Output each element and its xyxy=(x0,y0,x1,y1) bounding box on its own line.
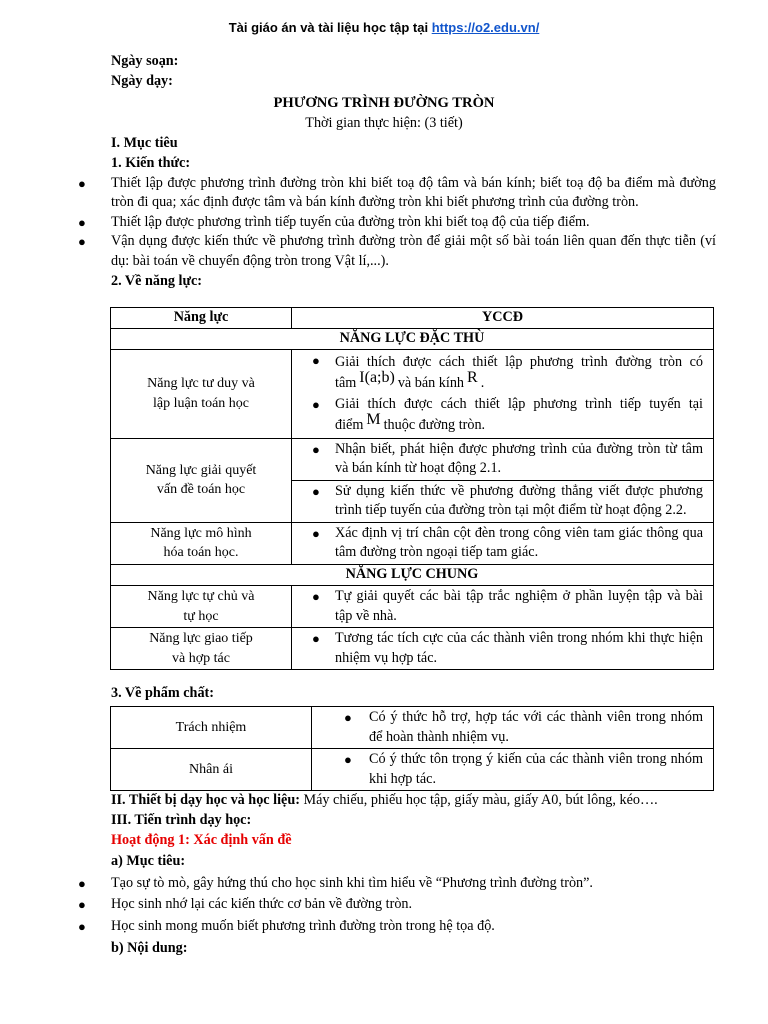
math-center: I(a;b) xyxy=(359,368,395,386)
competency-name: Năng lực tư duy và lập luận toán học xyxy=(111,350,292,438)
math-point: M xyxy=(366,410,381,428)
knowledge-list xyxy=(0,174,768,272)
objective-list xyxy=(0,874,768,937)
table-row xyxy=(111,438,714,522)
section-2 xyxy=(0,791,768,811)
list-item: ● Học sinh nhớ lại các kiến thức cơ bản về đường tròn. xyxy=(0,895,768,915)
requirement-item: ● Nhận biết, phát hiện được phương trình của đường tròn từ tâm và bán kính từ hoạt động 2.1. xyxy=(312,440,703,477)
list-item: ● Thiết lập được phương trình đường tròn khi biết toạ độ tâm và bán kính; biết toạ độ ba điểm mà đường tròn đi qua; xác định được tâm và bán kính đường tròn khi biết phương trình của đường tròn. xyxy=(78,174,716,211)
quality-name: Trách nhiệm xyxy=(111,707,312,749)
quality-item: ● Có ý thức tôn trọng ý kiến của các thành viên trong nhóm khi hợp tác. xyxy=(344,751,703,787)
requirement-item: ● Giải thích được cách thiết lập phương trình tiếp tuyến tại điểm M thuộc đường tròn. xyxy=(312,396,703,433)
bullet-icon: ● xyxy=(312,589,320,605)
table-row xyxy=(111,749,714,791)
section-dac-thu: NĂNG LỰC ĐẶC THÙ xyxy=(111,329,714,350)
content-heading: b) Nội dung: xyxy=(111,939,188,956)
competency-table xyxy=(110,307,714,670)
knowledge-heading: 1. Kiến thức: xyxy=(111,154,191,171)
objective-heading: a) Mục tiêu: xyxy=(111,853,186,870)
requirement-item: ● Xác định vị trí chân cột đèn trong công viên tam giác thông qua tâm đường tròn ngoại tiếp tam giác. xyxy=(312,524,703,561)
header-text: Tài giáo án và tài liệu học tập tại xyxy=(228,20,432,35)
bullet-icon: ● xyxy=(312,397,320,413)
table-row xyxy=(111,628,714,670)
quality-name: Nhân ái xyxy=(111,749,312,791)
document-body xyxy=(0,52,768,958)
col-header-yccd: YCCĐ xyxy=(292,308,714,329)
bullet-icon: ● xyxy=(312,441,320,457)
bullet-icon: ● xyxy=(78,875,86,891)
bullet-icon: ● xyxy=(78,234,86,250)
competency-name: Năng lực tự chủ và tự học xyxy=(111,586,292,628)
competency-name: Năng lực mô hình hóa toán học. xyxy=(111,522,292,564)
bullet-icon: ● xyxy=(344,710,352,726)
page-title: PHƯƠNG TRÌNH ĐƯỜNG TRÒN xyxy=(273,95,495,112)
list-item: ● Thiết lập được phương trình tiếp tuyến của đường tròn khi biết toạ độ của tiếp điểm. xyxy=(0,213,768,233)
ngay-soan: Ngày soạn: xyxy=(111,53,179,69)
table-row xyxy=(111,350,714,438)
bullet-icon: ● xyxy=(312,631,320,647)
section-1-heading: I. Mục tiêu xyxy=(111,135,178,152)
list-item: ● Vận dụng được kiến thức về phương trình đường tròn để giải một số bài toán liên quan đến thực tiễn (ví dụ: bài toán về chuyển động tròn trong Vật lí,...). xyxy=(78,233,716,269)
bullet-icon: ● xyxy=(312,525,320,541)
bullet-icon: ● xyxy=(78,897,86,913)
list-item: ● Học sinh mong muốn biết phương trình đường tròn trong hệ tọa độ. xyxy=(0,917,768,937)
bullet-icon: ● xyxy=(312,483,320,499)
quality-heading: 3. Về phẩm chất: xyxy=(111,685,214,702)
col-header-nang-luc: Năng lực xyxy=(111,308,292,329)
requirement-item: ● Sử dụng kiến thức về phương đường thẳng viết được phương trình tiếp tuyến của đường tròn tại một điểm từ hoạt động 2.2. xyxy=(292,480,713,522)
list-item: ● Tạo sự tò mò, gây hứng thú cho học sinh khi tìm hiểu về “Phương trình đường tròn”. xyxy=(0,874,768,894)
section-chung: NĂNG LỰC CHUNG xyxy=(111,565,714,586)
header-link[interactable]: https://o2.edu.vn/ xyxy=(431,20,540,35)
table-row xyxy=(111,522,714,564)
competency-heading: 2. Về năng lực: xyxy=(111,272,203,289)
requirement-item: ● Giải thích được cách thiết lập phương trình đường tròn có tâm I(a;b) và bán kính R . xyxy=(312,353,703,391)
bullet-icon: ● xyxy=(312,353,320,369)
competency-name: Năng lực giao tiếp và hợp tác xyxy=(111,628,292,670)
table-row xyxy=(111,586,714,628)
bullet-icon: ● xyxy=(78,175,86,191)
bullet-icon: ● xyxy=(78,214,86,230)
requirement-item: ● Tự giải quyết các bài tập trắc nghiệm ở phần luyện tập và bài tập về nhà. xyxy=(312,588,703,624)
section-2-label: II. Thiết bị dạy học và học liệu: xyxy=(111,792,300,809)
quality-item: ● Có ý thức hỗ trợ, hợp tác với các thành viên trong nhóm để hoàn thành nhiệm vụ. xyxy=(344,709,703,745)
table-row xyxy=(111,707,714,749)
activity-1-heading: Hoạt động 1: Xác định vấn đề xyxy=(111,831,292,848)
page-header xyxy=(0,20,768,35)
page-subtitle: Thời gian thực hiện: (3 tiết) xyxy=(305,114,463,131)
requirement-item: ● Tương tác tích cực của các thành viên trong nhóm khi thực hiện nhiệm vụ hợp tác. xyxy=(312,630,703,666)
ngay-day: Ngày dạy: xyxy=(111,72,173,89)
bullet-icon: ● xyxy=(344,752,352,768)
bullet-icon: ● xyxy=(78,918,86,934)
quality-table xyxy=(110,706,714,791)
math-radius: R xyxy=(467,368,478,386)
competency-name: Năng lực giải quyết vấn đề toán học xyxy=(111,438,292,522)
section-3-heading: III. Tiến trình dạy học: xyxy=(111,812,252,828)
section-2-text: Máy chiếu, phiếu học tập, giấy màu, giấy A0, bút lông, kéo…. xyxy=(299,792,658,809)
